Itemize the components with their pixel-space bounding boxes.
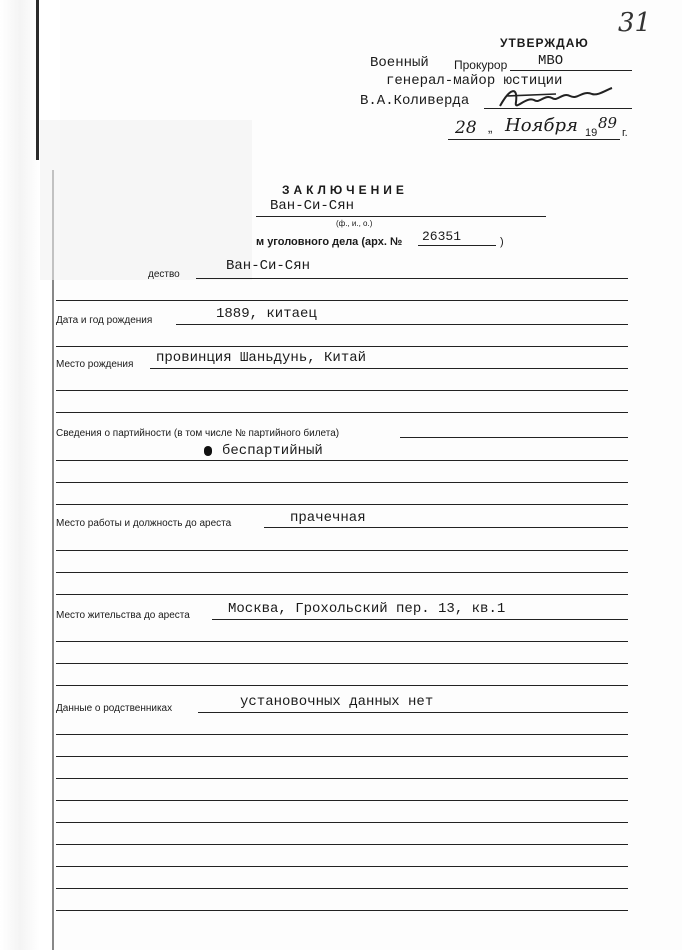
field-value-relatives: установочных данных нет <box>240 694 434 710</box>
ink-blot <box>204 446 212 456</box>
blank-rule <box>56 482 628 483</box>
field-label-birthplace: Место рождения <box>56 359 134 370</box>
field-label-birth: Дата и год рождения <box>56 315 153 326</box>
approver-role: Военный <box>370 55 429 71</box>
case-rule <box>418 245 496 246</box>
field-rule <box>264 527 628 528</box>
field-value-party: беспартийный <box>222 443 323 459</box>
blank-rule <box>56 572 628 573</box>
blank-rule <box>56 460 628 461</box>
blank-rule <box>56 663 628 664</box>
approve-heading: УТВЕРЖДАЮ <box>500 36 589 50</box>
blank-rule <box>56 822 628 823</box>
date-year: 89 <box>598 114 618 132</box>
blank-rule <box>56 734 628 735</box>
blank-rule <box>56 866 628 867</box>
blank-rule <box>56 778 628 779</box>
margin-line <box>52 170 54 950</box>
field-label-relatives: Данные о родственниках <box>56 703 173 714</box>
field-label-residence: Место жительства до ареста <box>56 610 190 621</box>
fio-hint: (ф., и., о.) <box>336 219 373 228</box>
date-month: Ноября <box>505 115 578 136</box>
field-rule <box>400 437 628 438</box>
date-year-prefix: 19 <box>585 127 598 139</box>
case-close: ) <box>500 236 504 248</box>
page-number: 31 <box>618 8 652 38</box>
field-rule <box>198 712 628 713</box>
blank-rule <box>56 800 628 801</box>
blank-rule <box>56 844 628 845</box>
field-value-birth: 1889, китаец <box>216 306 317 322</box>
field-label-work: Место работы и должность до ареста <box>56 518 232 529</box>
date-day: 28 <box>455 118 477 138</box>
field-value-name: Ван-Си-Сян <box>226 258 311 274</box>
blank-rule <box>56 504 628 505</box>
field-value-work: прачечная <box>290 510 366 526</box>
date-quote: „ <box>488 120 493 135</box>
date-rule <box>448 139 620 140</box>
binding-shadow <box>36 0 39 160</box>
field-rule <box>176 324 628 325</box>
case-number: 26351 <box>422 229 462 244</box>
blank-rule <box>56 346 628 347</box>
blank-rule <box>56 888 628 889</box>
blank-rule <box>56 685 628 686</box>
case-label: м уголовного дела (арх. № <box>256 236 403 248</box>
field-value-birthplace: провинция Шаньдунь, Китай <box>156 350 367 366</box>
approver-rank: генерал-майор юстиции <box>386 73 563 89</box>
prosecutor-value: МВО <box>538 53 564 69</box>
blank-rule <box>56 390 628 391</box>
subject-rule <box>256 216 546 217</box>
prosecutor-label: Прокурор <box>454 58 508 72</box>
date-suffix: г. <box>622 127 628 139</box>
document-title: ЗАКЛЮЧЕНИЕ <box>282 183 408 197</box>
field-rule <box>150 368 628 369</box>
field-rule <box>212 619 628 620</box>
blank-rule <box>56 550 628 551</box>
signature-image <box>496 82 616 118</box>
prosecutor-rule <box>510 70 632 71</box>
blank-rule <box>56 910 628 911</box>
attached-slip <box>40 120 252 280</box>
blank-rule <box>56 594 628 595</box>
blank-rule <box>56 300 628 301</box>
blank-rule <box>56 412 628 413</box>
blank-rule <box>56 756 628 757</box>
subject-name: Ван-Си-Сян <box>270 198 355 214</box>
field-value-residence: Москва, Грохольский пер. 13, кв.1 <box>228 601 506 617</box>
field-rule <box>196 278 628 279</box>
approver-name: В.А.Коливерда <box>360 93 470 109</box>
blank-rule <box>56 641 628 642</box>
field-label-party: Сведения о партийности (в том числе № партийного билета) <box>56 428 340 439</box>
field-label-name: дество <box>148 269 180 280</box>
